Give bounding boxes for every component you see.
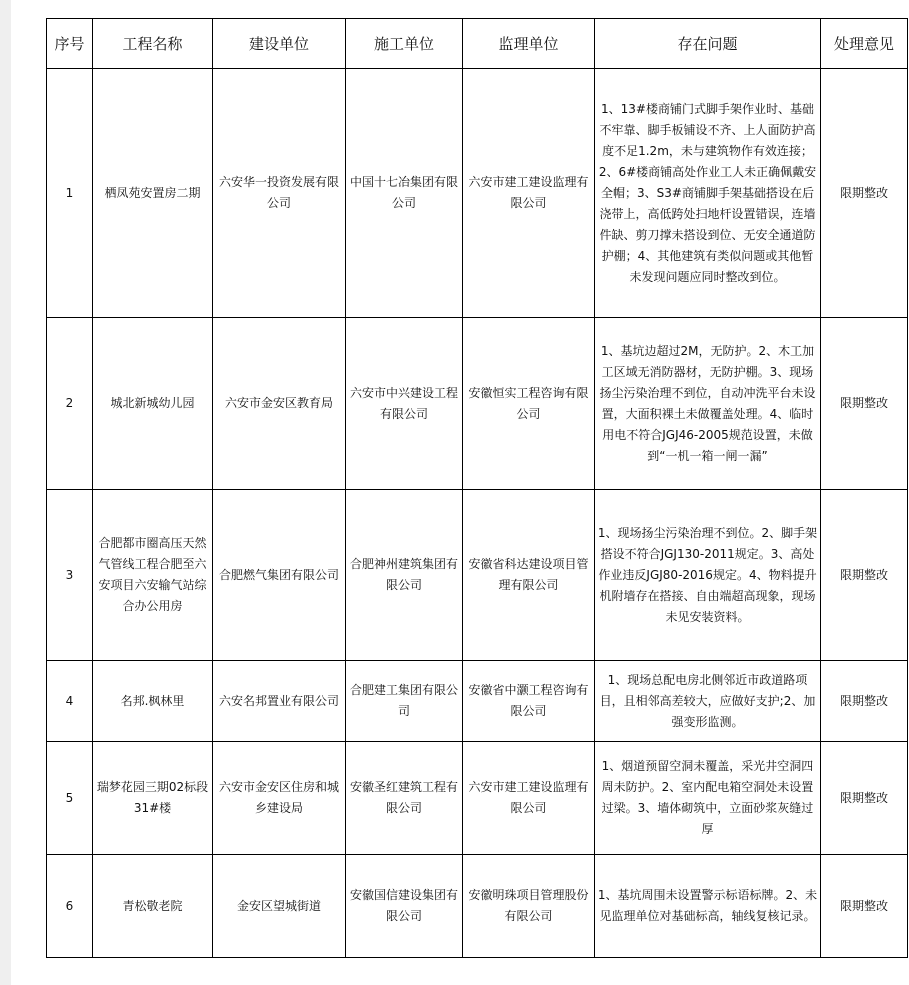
header-builder: 建设单位 — [213, 19, 346, 69]
cell-contractor: 安徽圣红建筑工程有限公司 — [346, 742, 463, 855]
header-no: 序号 — [47, 19, 93, 69]
table-row — [47, 742, 908, 855]
table-row — [47, 855, 908, 958]
inspection-table — [46, 18, 908, 958]
cell-project: 瑞梦花园三期02标段31#楼 — [93, 742, 213, 855]
cell-project: 合肥都市圈高压天然气管线工程合肥至六安项目六安输气站综合办公用房 — [93, 490, 213, 661]
header-row — [47, 19, 908, 69]
table-row — [47, 69, 908, 318]
cell-builder: 合肥燃气集团有限公司 — [213, 490, 346, 661]
cell-no: 6 — [47, 855, 93, 958]
header-supervisor: 监理单位 — [463, 19, 595, 69]
cell-project: 城北新城幼儿园 — [93, 318, 213, 490]
cell-issues: 1、基坑边超过2M，无防护。2、木工加工区域无消防器材，无防护棚。3、现场扬尘污染治理不到位，自动冲洗平台未设置，大面积裸土未做覆盖处理。4、临时用电不符合JGJ46-2005规范设置，未做到“一机一箱一闸一漏” — [595, 318, 821, 490]
cell-supervisor: 安徽省科达建设项目管理有限公司 — [463, 490, 595, 661]
cell-issues: 1、烟道预留空洞未覆盖，采光井空洞四周未防护。2、室内配电箱空洞处未设置过梁。3、墙体砌筑中，立面砂浆灰缝过厚 — [595, 742, 821, 855]
cell-action: 限期整改 — [821, 69, 908, 318]
cell-supervisor: 安徽省中灏工程咨询有限公司 — [463, 661, 595, 742]
cell-contractor: 合肥建工集团有限公司 — [346, 661, 463, 742]
cell-issues: 1、基坑周围未设置警示标语标牌。2、未见监理单位对基础标高，轴线复核记录。 — [595, 855, 821, 958]
cell-no: 2 — [47, 318, 93, 490]
header-project: 工程名称 — [93, 19, 213, 69]
cell-project: 青松敬老院 — [93, 855, 213, 958]
cell-contractor: 中国十七冶集团有限公司 — [346, 69, 463, 318]
header-action: 处理意见 — [821, 19, 908, 69]
cell-issues: 1、现场扬尘污染治理不到位。2、脚手架搭设不符合JGJ130-2011规定。3、高处作业违反JGJ80-2016规定。4、物料提升机附墙存在搭接、自由端超高现象，现场未见安装资料。 — [595, 490, 821, 661]
header-issues: 存在问题 — [595, 19, 821, 69]
cell-contractor: 安徽国信建设集团有限公司 — [346, 855, 463, 958]
cell-builder: 六安名邦置业有限公司 — [213, 661, 346, 742]
cell-builder: 金安区望城街道 — [213, 855, 346, 958]
header-contractor: 施工单位 — [346, 19, 463, 69]
cell-no: 1 — [47, 69, 93, 318]
cell-supervisor: 六安市建工建设监理有限公司 — [463, 69, 595, 318]
cell-builder: 六安市金安区住房和城乡建设局 — [213, 742, 346, 855]
table-row — [47, 490, 908, 661]
cell-no: 3 — [47, 490, 93, 661]
cell-contractor: 合肥神州建筑集团有限公司 — [346, 490, 463, 661]
cell-builder: 六安华一投资发展有限公司 — [213, 69, 346, 318]
cell-action: 限期整改 — [821, 318, 908, 490]
cell-project: 栖凤苑安置房二期 — [93, 69, 213, 318]
cell-supervisor: 安徽明珠项目管理股份有限公司 — [463, 855, 595, 958]
cell-action: 限期整改 — [821, 855, 908, 958]
cell-no: 4 — [47, 661, 93, 742]
table-row — [47, 661, 908, 742]
cell-issues: 1、13#楼商铺门式脚手架作业时、基础不牢靠、脚手板铺设不齐、上人面防护高度不足1.2m，未与建筑物作有效连接；2、6#楼商铺高处作业工人未正确佩戴安全帽；3、S3#商铺脚手架基础搭设在后浇带上，高低跨处扫地杆设置错误，连墙件缺、剪刀撑未搭设到位、无安全通道防护棚；4、其他建筑有类似问题或其他暂未发现问题应同时整改到位。 — [595, 69, 821, 318]
cell-builder: 六安市金安区教育局 — [213, 318, 346, 490]
table-row — [47, 318, 908, 490]
cell-no: 5 — [47, 742, 93, 855]
page-margin-strip — [0, 0, 11, 985]
cell-action: 限期整改 — [821, 490, 908, 661]
cell-supervisor: 安徽恒实工程咨询有限公司 — [463, 318, 595, 490]
cell-action: 限期整改 — [821, 661, 908, 742]
cell-action: 限期整改 — [821, 742, 908, 855]
cell-supervisor: 六安市建工建设监理有限公司 — [463, 742, 595, 855]
cell-contractor: 六安市中兴建设工程有限公司 — [346, 318, 463, 490]
cell-project: 名邦.枫林里 — [93, 661, 213, 742]
cell-issues: 1、现场总配电房北侧邻近市政道路项目，且相邻高差较大，应做好支护;2、加强变形监测。 — [595, 661, 821, 742]
